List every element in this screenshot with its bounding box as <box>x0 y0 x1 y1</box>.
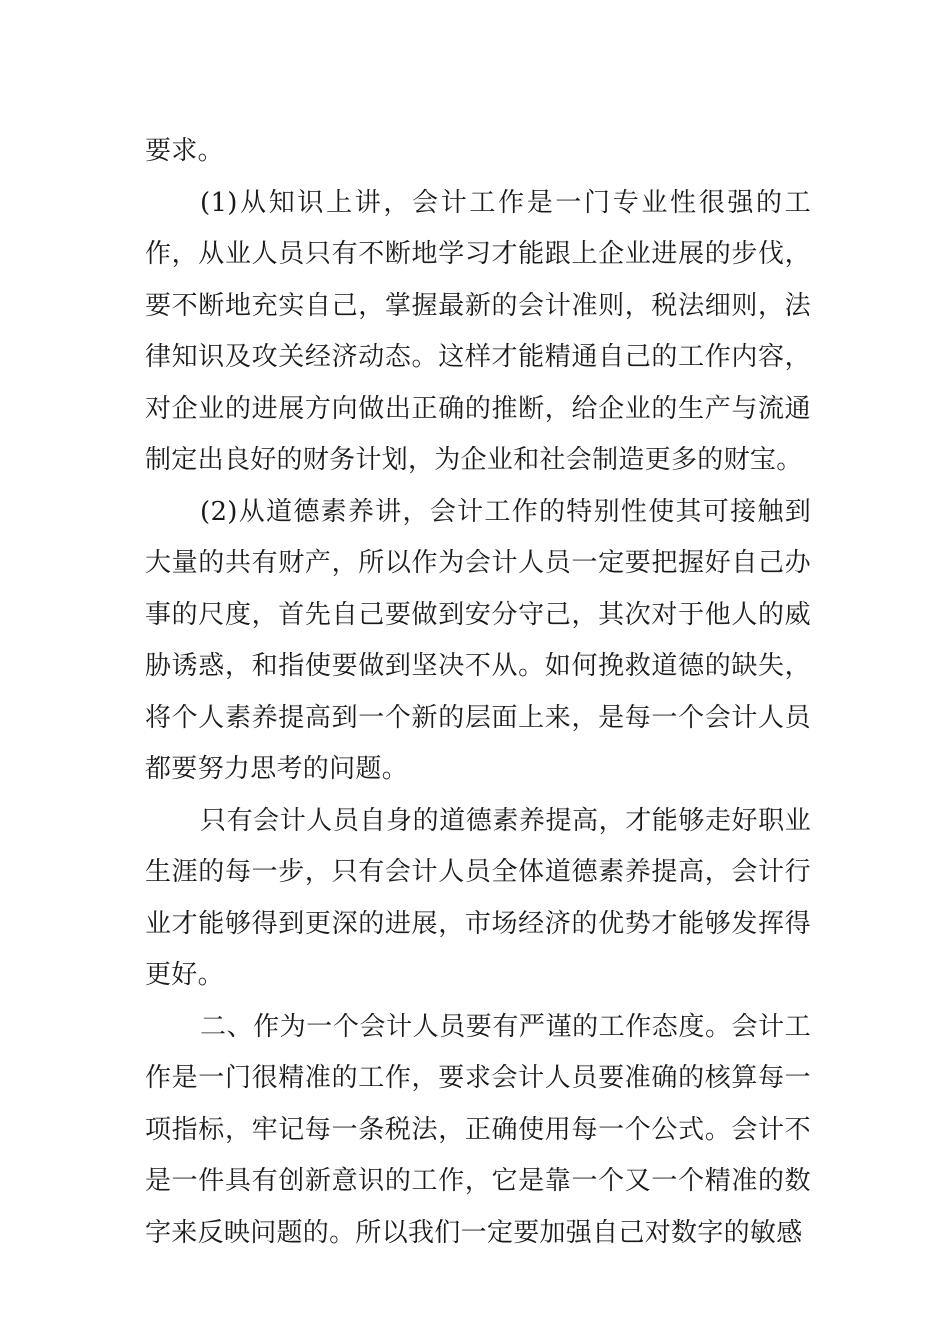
paragraph-rigorous-attitude: 二、作为一个会计人员要有严谨的工作态度。会计工作是一门很精准的工作，要求会计人员要准确的核算每一项指标，牢记每一条税法，正确使用每一个公式。会计不是一件具有创新意识的工作，它是靠一个又一个精准的数字来反映问题的。所以我们一定要加强自己对数字的敏感 <box>145 1011 811 1248</box>
paragraph-continuation: 要求。 <box>145 136 224 166</box>
paragraph-ethics-summary: 只有会计人员自身的道德素养提高，才能够走好职业生涯的每一步，只有会计人员全体道德素养提高，会计行业才能够得到更深的进展，市场经济的优势才能够发挥得更好。 <box>145 805 811 990</box>
paragraph-ethics: (2)从道德素养讲，会计工作的特别性使其可接触到大量的共有财产，所以作为会计人员一定要把握好自己办事的尺度，首先自己要做到安分守己，其次对于他人的威胁诱惑，和指使要做到坚决不从。如何挽救道德的缺失，将个人素养提高到一个新的层面上来，是每一个会计人员都要努力思考的问题。 <box>145 496 811 784</box>
document-page <box>145 126 811 1259</box>
paragraph-knowledge: (1)从知识上讲，会计工作是一门专业性很强的工作，从业人员只有不断地学习才能跟上企业进展的步伐，要不断地充实自己，掌握最新的会计准则，税法细则，法律知识及攻关经济动态。这样才能精通自己的工作内容，对企业的进展方向做出正确的推断，给企业的生产与流通制定出良好的财务计划，为企业和社会制造更多的财宝。 <box>145 187 811 475</box>
